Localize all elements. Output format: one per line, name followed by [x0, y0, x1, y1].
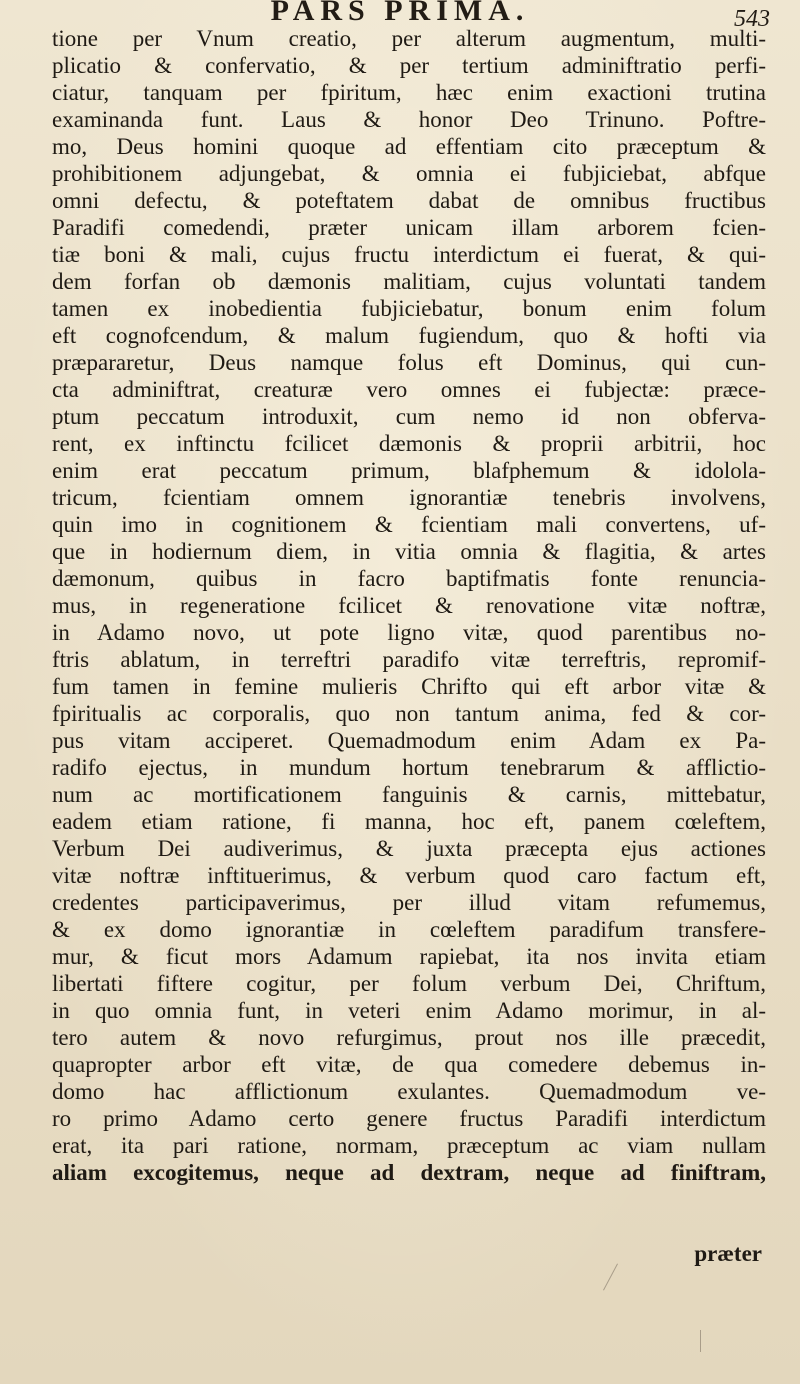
text-line: mo, Deus homini quoque ad effentiam cito præceptum &: [52, 134, 766, 159]
catchword: præter: [694, 1241, 762, 1266]
text-line: ro primo Adamo certo genere fructus Paradifi interdictum: [52, 1106, 766, 1131]
text-line: fpiritualis ac corporalis, quo non tantum anima, fed & cor-: [52, 701, 766, 726]
text-line: & ex domo ignorantiæ in cœleftem paradifum transfere-: [52, 917, 766, 942]
text-line: mus, in regeneratione fcilicet & renovatione vitæ noftræ,: [52, 593, 766, 618]
text-line: tero autem & novo refurgimus, prout nos ille præcedit,: [52, 1025, 766, 1050]
text-line: eft cognofcendum, & malum fugiendum, quo & hofti via: [52, 323, 766, 348]
text-line: quapropter arbor eft vitæ, de qua comedere debemus in-: [52, 1052, 766, 1077]
text-line: ciatur, tanquam per fpiritum, hæc enim exactioni trutina: [52, 80, 766, 105]
text-line: enim erat peccatum primum, blafphemum & idolola-: [52, 458, 766, 483]
text-line: examinanda funt. Laus & honor Deo Trinuno. Poftre-: [52, 107, 766, 132]
text-line: ptum peccatum introduxit, cum nemo id non obferva-: [52, 404, 766, 429]
text-line: eadem etiam ratione, fi manna, hoc eft, panem cœleftem,: [52, 809, 766, 834]
text-line: plicatio & confervatio, & per tertium adminiftratio perfi-: [52, 53, 766, 78]
text-line: tamen ex inobedientia fubjiciebatur, bonum enim folum: [52, 296, 766, 321]
text-line: mur, & ficut mors Adamum rapiebat, ita nos invita etiam: [52, 944, 766, 969]
text-line: in quo omnia funt, in veteri enim Adamo morimur, in al-: [52, 998, 766, 1023]
text-line: tiæ boni & mali, cujus fructu interdictum ei fuerat, & qui-: [52, 242, 766, 267]
text-line: que in hodiernum diem, in vitia omnia & flagitia, & artes: [52, 539, 766, 564]
text-line: libertati fiftere cogitur, per folum verbum Dei, Chriftum,: [52, 971, 766, 996]
text-line: in Adamo novo, ut pote ligno vitæ, quod parentibus no-: [52, 620, 766, 645]
text-line: omni defectu, & poteftatem dabat de omnibus fructibus: [52, 188, 766, 213]
text-line: cta adminiftrat, creaturæ vero omnes ei fubjectæ: præce-: [52, 377, 766, 402]
text-line: tione per Vnum creatio, per alterum augmentum, multi-: [52, 26, 766, 51]
text-line: præpararetur, Deus namque folus eft Dominus, qui cun-: [52, 350, 766, 375]
text-line: dem forfan ob dæmonis malitiam, cujus voluntati tandem: [52, 269, 766, 294]
text-line: Paradifi comedendi, præter unicam illam arborem fcien-: [52, 215, 766, 240]
text-line: radifo ejectus, in mundum hortum tenebrarum & afflictio-: [52, 755, 766, 780]
text-line: quin imo in cognitionem & fcientiam mali convertens, uf-: [52, 512, 766, 537]
text-line: prohibitionem adjungebat, & omnia ei fubjiciebat, abfque: [52, 161, 766, 186]
text-line: tricum, fcientiam omnem ignorantiæ tenebris involvens,: [52, 485, 766, 510]
text-line: aliam excogitemus, neque ad dextram, neque ad finiftram,: [52, 1160, 766, 1185]
text-line: num ac mortificationem fanguinis & carnis, mittebatur,: [52, 782, 766, 807]
text-line: fum tamen in femine mulieris Chrifto qui eft arbor vitæ &: [52, 674, 766, 699]
text-line: credentes participaverimus, per illud vitam refumemus,: [52, 890, 766, 915]
text-line: pus vitam acciperet. Quemadmodum enim Adam ex Pa-: [52, 728, 766, 753]
text-line: vitæ noftræ inftituerimus, & verbum quod caro factum eft,: [52, 863, 766, 888]
paper-mark: [700, 1330, 701, 1352]
text-line: dæmonum, quibus in facro baptifmatis fonte renuncia-: [52, 566, 766, 591]
text-line: erat, ita pari ratione, normam, præceptum ac viam nullam: [52, 1133, 766, 1158]
text-line: rent, ex inftinctu fcilicet dæmonis & proprii arbitrii, hoc: [52, 431, 766, 456]
paper-mark: [603, 1264, 618, 1291]
text-line: ftris ablatum, in terreftri paradifo vitæ terreftris, repromif-: [52, 647, 766, 672]
text-line: domo hac afflictionum exulantes. Quemadmodum ve-: [52, 1079, 766, 1104]
text-line: Verbum Dei audiverimus, & juxta præcepta ejus actiones: [52, 836, 766, 861]
running-head: PARS PRIMA.: [270, 0, 530, 27]
page-number: 543: [734, 6, 770, 32]
